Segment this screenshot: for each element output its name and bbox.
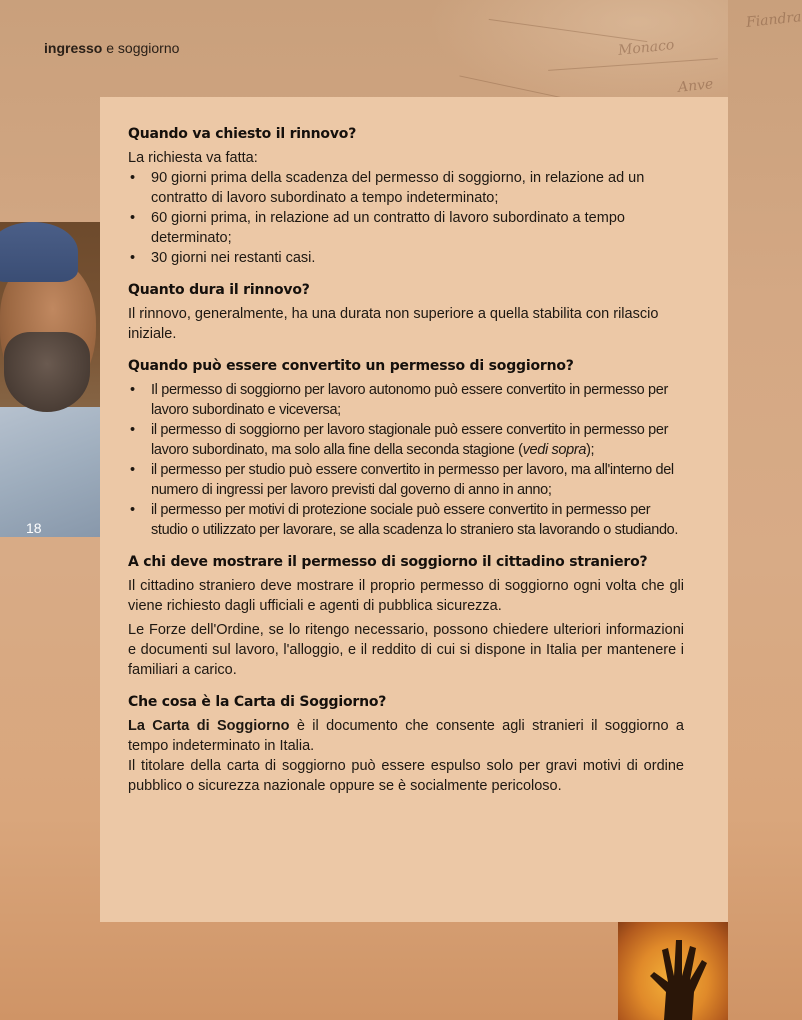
definition-text: è il documento che consente agli stranieri il soggiorno a tempo indeterminato in Italia. [128,718,684,754]
map-label: Monaco [617,37,676,59]
bullet-list [128,168,684,268]
map-line [489,19,648,42]
photo-beard [4,332,90,412]
running-header [44,40,179,56]
list-item: • 60 giorni prima, in relazione ad un contratto di lavoro subordinato a tempo determinato; [128,208,684,248]
section-heading: Quando può essere convertito un permesso di soggiorno? [128,358,574,374]
header-rest: e soggiorno [102,40,180,56]
italic-reference: vedi sopra [522,442,587,458]
photo-shirt [0,407,110,537]
section-conversion [128,356,684,540]
section-paragraph: Il cittadino straniero deve mostrare il proprio permesso di soggiorno ogni volta che gli viene richiesto dagli ufficiali e agenti di pubblica sicurezza. [128,578,684,614]
section-renewal-duration [128,280,684,344]
section-definition [128,716,684,756]
section-paragraph: Le Forze dell'Ordine, se lo ritengo necessario, possono chiedere ulteriori informazioni e documenti sul lavoro, l'alloggio, e il reddito di cui si dispone in Italia per mantenere i familiari a carico. [128,622,684,678]
list-item [128,420,684,460]
list-item-text: il permesso di soggiorno per lavoro stagionale può essere convertito in permesso per lavoro subordinato, ma solo alla fine della seconda stagione ( [151,422,669,458]
map-illustration [428,0,802,110]
map-label: Fiandra [745,9,802,31]
list-item: • il permesso per studio può essere convertito in permesso per lavoro, ma all'interno del numero di ingressi per lavoro previsti dal governo di anno in anno; [128,460,684,500]
section-heading: A chi deve mostrare il permesso di soggiorno il cittadino straniero? [128,554,648,570]
list-item-tail: ); [586,442,595,458]
section-heading: Che cosa è la Carta di Soggiorno? [128,694,387,710]
map-line [548,58,718,71]
section-text: Il rinnovo, generalmente, ha una durata non superiore a quella stabilita con rilascio iniziale. [128,306,659,342]
section-show-permit [128,552,684,680]
hand-icon [636,936,716,1020]
bullet-list [128,380,684,540]
photo-hat [0,222,78,282]
main-content [128,124,684,808]
defined-term: La Carta di Soggiorno [128,718,290,734]
map-label: Anve [677,76,715,96]
section-residence-card [128,692,684,796]
list-item: • 30 giorni nei restanti casi. [128,248,684,268]
man-photo [0,222,100,520]
page-number: 18 [26,520,42,536]
hand-image [618,922,728,1020]
section-text: Il titolare della carta di soggiorno può essere espulso solo per gravi motivi di ordine pubblico o sicurezza nazionale oppure se è socialmente pericoloso. [128,758,684,794]
list-item: • 90 giorni prima della scadenza del permesso di soggiorno, in relazione ad un contratto di lavoro subordinato a tempo indeterminato; [128,168,684,208]
section-heading: Quanto dura il rinnovo? [128,282,310,298]
section-intro: La richiesta va fatta: [128,150,258,166]
section-heading: Quando va chiesto il rinnovo? [128,126,357,142]
header-bold: ingresso [44,40,103,56]
list-item: • il permesso per motivi di protezione sociale può essere convertito in permesso per studio o utilizzato per lavorare, se alla scadenza lo straniero sta lavorando o studiando. [128,500,684,540]
list-item: • Il permesso di soggiorno per lavoro autonomo può essere convertito in permesso per lavoro subordinato e viceversa; [128,380,684,420]
section-renewal-when [128,124,684,268]
